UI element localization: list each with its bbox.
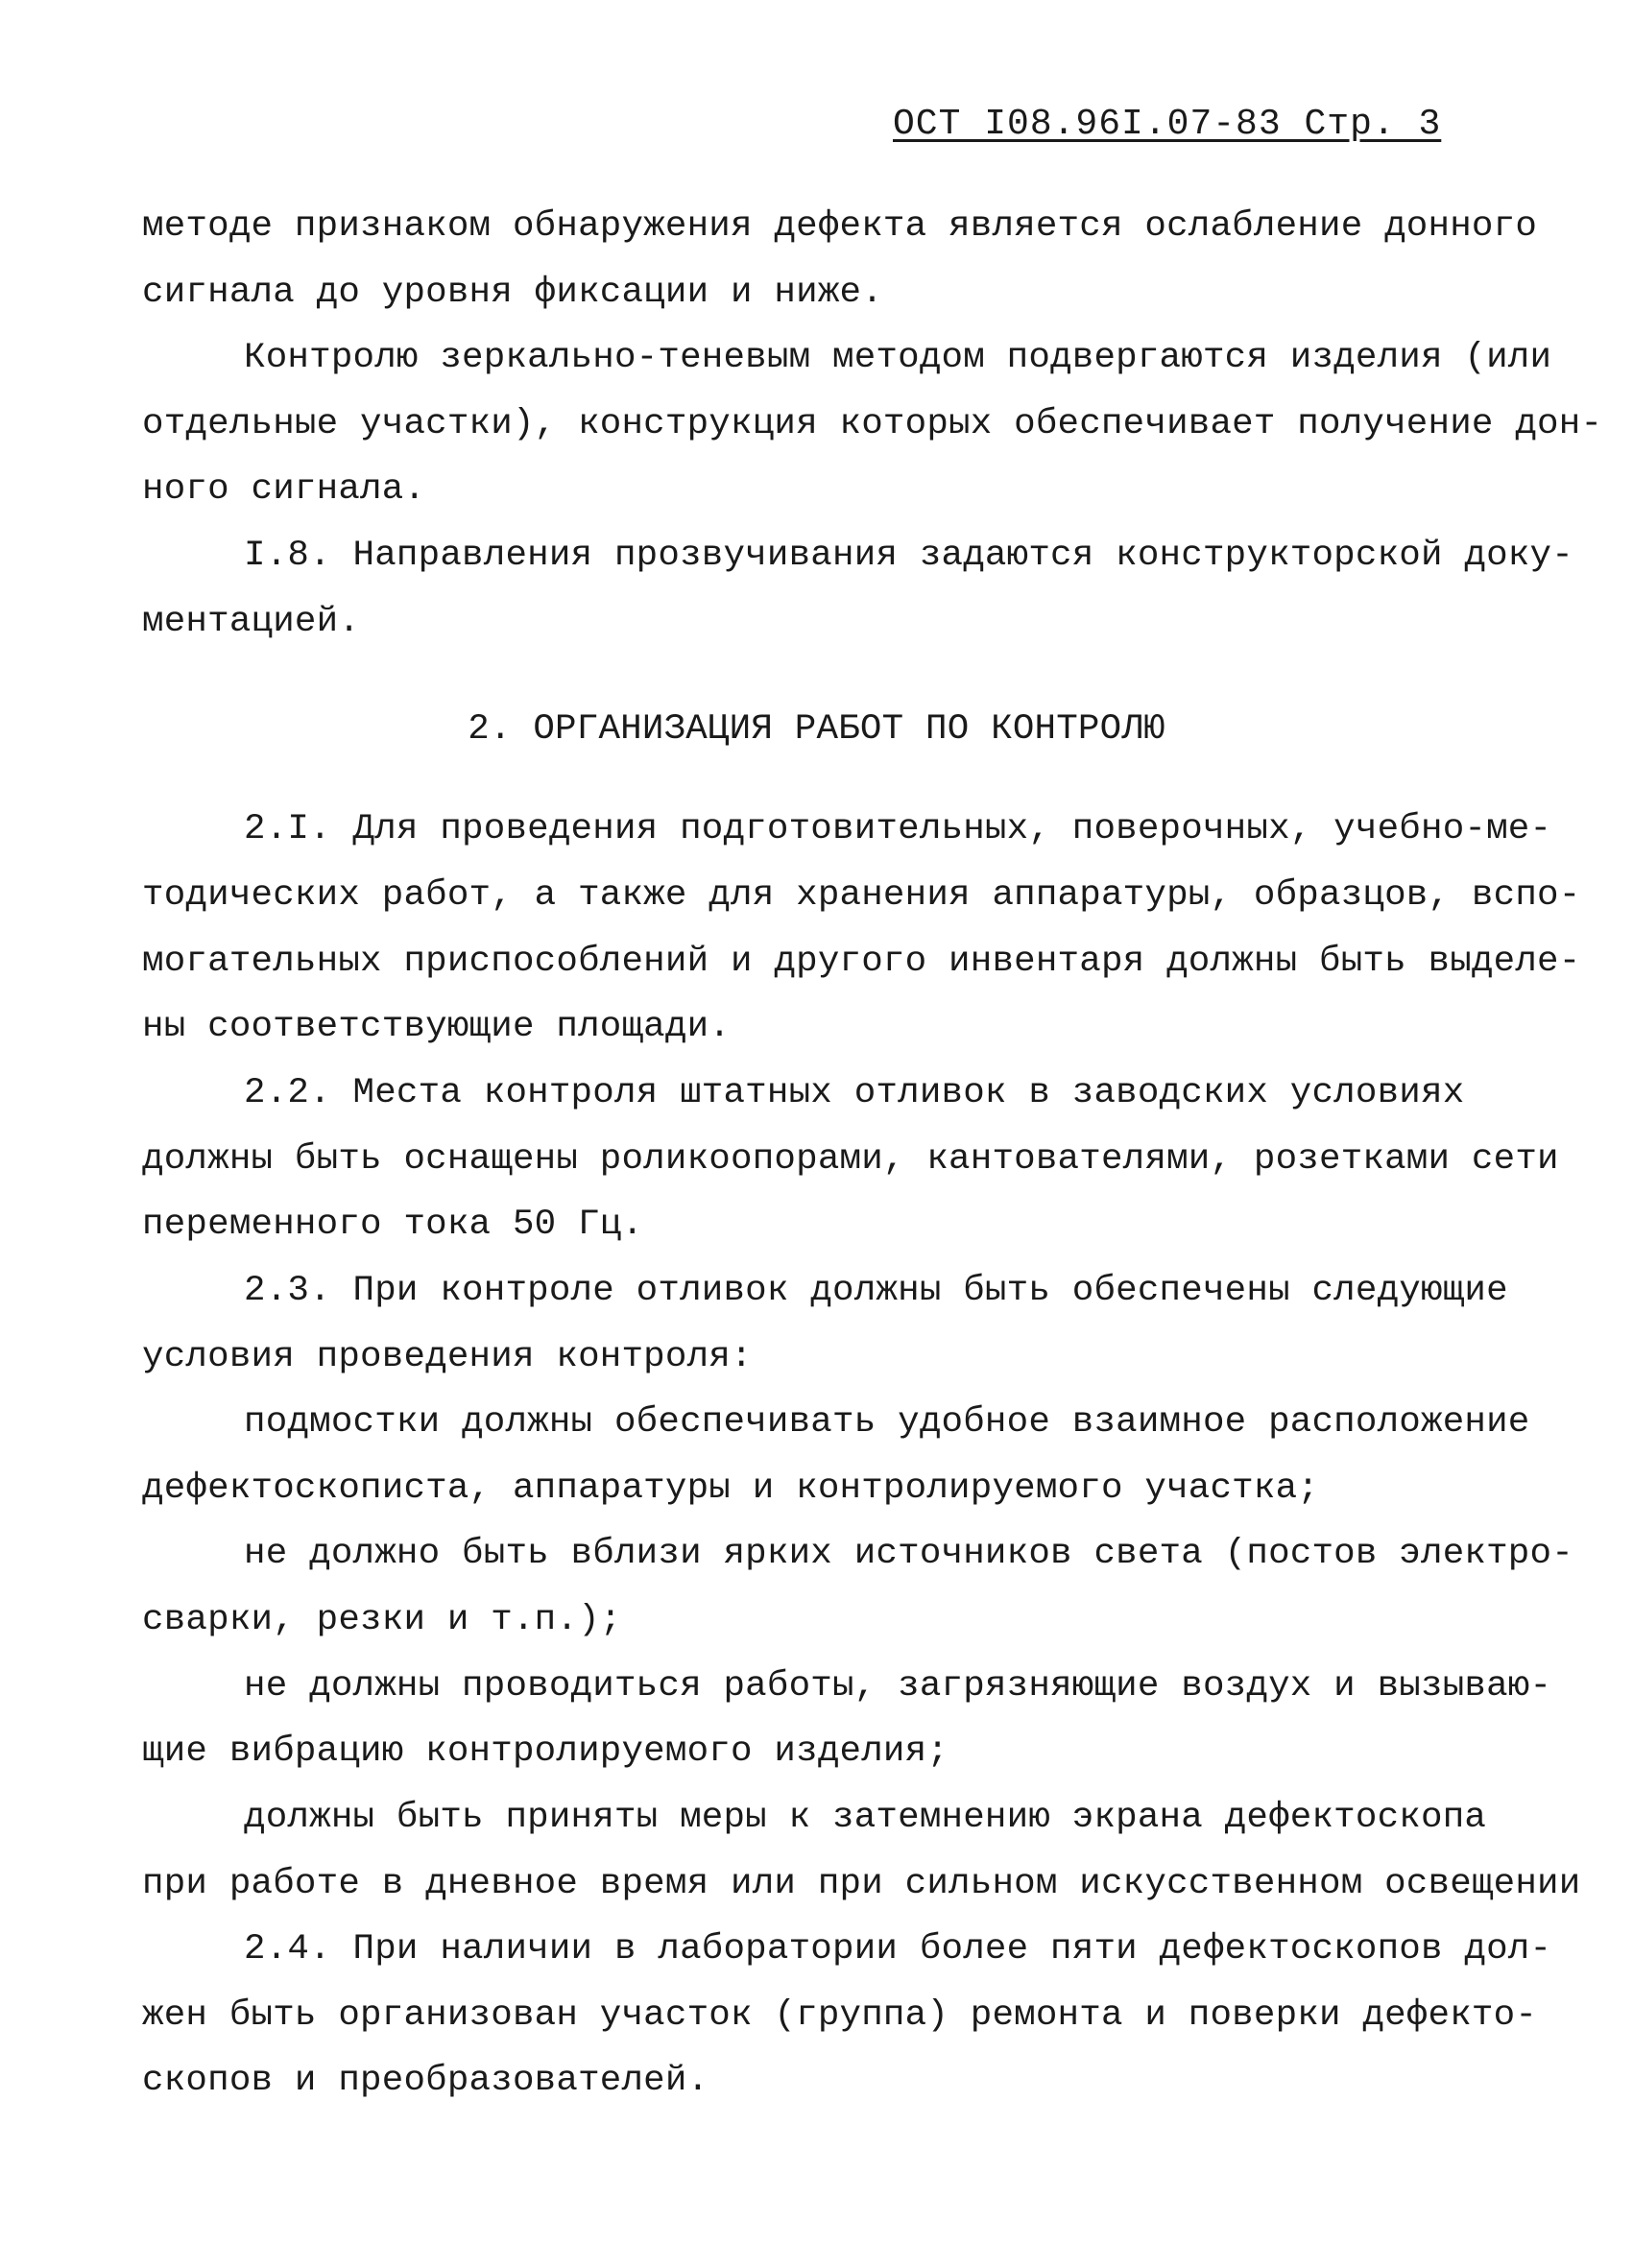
- text-line: Контролю зеркально-теневым методом подвергаются изделия (или: [244, 338, 1552, 378]
- text-line: не должны проводиться работы, загрязняющие воздух и вызываю-: [244, 1666, 1552, 1707]
- text-line: отдельные участки), конструкция которых обеспечивает получение дон-: [142, 404, 1603, 444]
- text-line: подмостки должны обеспечивать удобное взаимное расположение: [244, 1402, 1530, 1443]
- text-line: переменного тока 50 Гц.: [142, 1205, 644, 1245]
- text-line: скопов и преобразователей.: [142, 2061, 709, 2101]
- text-line: 2.I. Для проведения подготовительных, поверочных, учебно-ме-: [244, 809, 1552, 849]
- text-line: могательных приспособлений и другого инвентаря должны быть выделе-: [142, 942, 1581, 982]
- text-line: 2.4. При наличии в лаборатории более пяти дефектоскопов дол-: [244, 1929, 1552, 1970]
- text-line: 2.3. При контроле отливок должны быть обеспечены следующие: [244, 1271, 1508, 1311]
- text-line: ментацией.: [142, 602, 361, 642]
- text-line: ного сигнала.: [142, 469, 426, 510]
- text-line: сварки, резки и т.п.);: [142, 1600, 622, 1640]
- text-line: щие вибрацию контролируемого изделия;: [142, 1731, 949, 1772]
- text-line: должны быть оснащены роликоопорами, кантователями, розетками сети: [142, 1139, 1559, 1180]
- text-line: методе признаком обнаружения дефекта является ослабление донного: [142, 206, 1538, 247]
- text-line: должны быть приняты меры к затемнению экрана дефектоскопа: [244, 1798, 1487, 1838]
- text-line: тодических работ, а также для хранения аппаратуры, образцов, вспо-: [142, 875, 1581, 916]
- text-line: дефектоскописта, аппаратуры и контролируемого участка;: [142, 1468, 1319, 1509]
- text-line: 2.2. Места контроля штатных отливок в заводских условиях: [244, 1073, 1465, 1113]
- text-line: жен быть организован участок (группа) ремонта и поверки дефекто-: [142, 1995, 1538, 2036]
- text-line: при работе в дневное время или при сильном искусственном освещении: [142, 1864, 1581, 1904]
- text-line: условия проведения контроля:: [142, 1337, 753, 1377]
- text-line: I.8. Направления прозвучивания задаются конструкторской доку-: [244, 536, 1573, 576]
- section-heading: 2. ОРГАНИЗАЦИЯ РАБОТ ПО КОНТРОЛЮ: [468, 709, 1165, 750]
- page-header-reference: ОСТ I08.96I.07-83 Стр. 3: [893, 104, 1442, 145]
- text-line: ны соответствующие площади.: [142, 1007, 731, 1047]
- text-line: сигнала до уровня фиксации и ниже.: [142, 273, 883, 313]
- text-line: не должно быть вблизи ярких источников света (постов электро-: [244, 1534, 1573, 1574]
